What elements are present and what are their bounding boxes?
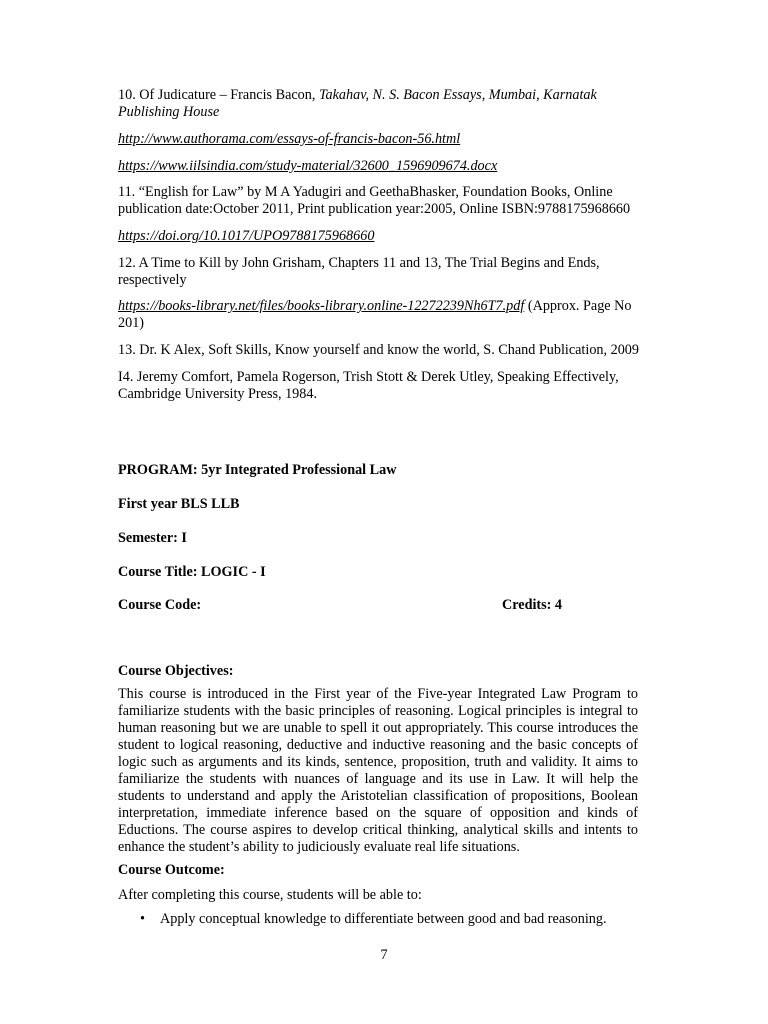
reference-13 <box>118 342 642 359</box>
semester-heading: Semester: I <box>118 530 187 546</box>
reference-10 <box>118 87 642 121</box>
authorama-link[interactable]: http://www.authorama.com/essays-of-francis-bacon-56.html <box>118 131 461 147</box>
year-heading: First year BLS LLB <box>118 496 240 512</box>
objectives-paragraph: This course is introduced in the First year of the Five-year Integrated Law Program to familiarize students with the basic principles of reasoning. Logical principles is integral to human reasoning but we are unable to spell it out appropriately. This course introduces the student to logical reasoning, deductive and inductive reasoning and the basic concepts of logic such as arguments and its kinds, sentence, proposition, truth and validity. It aims to familiarize the students with nuances of language and its use in Law. It will help the students to understand and apply the Aristotelian classification of propositions, Boolean interpretation, immediate inference based on the square of opposition and kinds of Eductions. The course aspires to develop critical thinking, analytical skills and intents to enhance the student’s ability to judiciously evaluate real life situations. <box>118 686 638 855</box>
outcome-item-text: Apply conceptual knowledge to differentiate between good and bad reasoning. <box>160 911 607 927</box>
program-heading: PROGRAM: 5yr Integrated Professional Law <box>118 462 397 478</box>
reference-14 <box>118 369 642 403</box>
reference-12-page-note: (Approx. Page No 201) <box>118 298 632 331</box>
outcome-heading: Course Outcome: <box>118 862 225 878</box>
reference-link-iilsindia <box>118 158 642 175</box>
reference-11 <box>118 184 642 218</box>
reference-12-link-line <box>118 298 642 332</box>
course-title-heading: Course Title: LOGIC - I <box>118 564 266 580</box>
outcome-intro: After completing this course, students will be able to: <box>118 887 422 903</box>
doi-link[interactable]: https://doi.org/10.1017/UPO9788175968660 <box>118 228 375 244</box>
outcome-list-item <box>140 911 640 928</box>
credits-label: Credits: 4 <box>502 597 563 613</box>
reference-10-publisher: Takahav, N. S. Bacon Essays, Mumbai, Karnatak Publishing House <box>118 87 597 120</box>
course-code-label: Course Code: <box>118 597 202 613</box>
objectives-heading: Course Objectives: <box>118 663 234 679</box>
reference-link-authorama <box>118 131 642 148</box>
page-number: 7 <box>380 947 388 963</box>
reference-12-text: 12. A Time to Kill by John Grisham, Chapters 11 and 13, The Trial Begins and Ends, respectively <box>118 255 600 288</box>
bullet-icon: • <box>140 911 145 927</box>
reference-link-doi <box>118 228 642 245</box>
reference-13-text: 13. Dr. K Alex, Soft Skills, Know yourself and know the world, S. Chand Publication, 2009 <box>118 342 639 358</box>
reference-12 <box>118 255 642 289</box>
reference-14-text: I4. Jeremy Comfort, Pamela Rogerson, Trish Stott & Derek Utley, Speaking Effectively, Cambridge University Press, 1984. <box>118 369 619 402</box>
reference-10-text: 10. Of Judicature – Francis Bacon, <box>118 87 319 103</box>
reference-11-text: 11. “English for Law” by M A Yadugiri and GeethaBhasker, Foundation Books, Online publication date:October 2011, Print publication year:2005, Online ISBN:9788175968660 <box>118 184 631 217</box>
iilsindia-link[interactable]: https://www.iilsindia.com/study-material/32600_1596909674.docx <box>118 158 498 174</box>
books-library-link[interactable]: https://books-library.net/files/books-library.online-12272239Nh6T7.pdf <box>118 298 525 314</box>
